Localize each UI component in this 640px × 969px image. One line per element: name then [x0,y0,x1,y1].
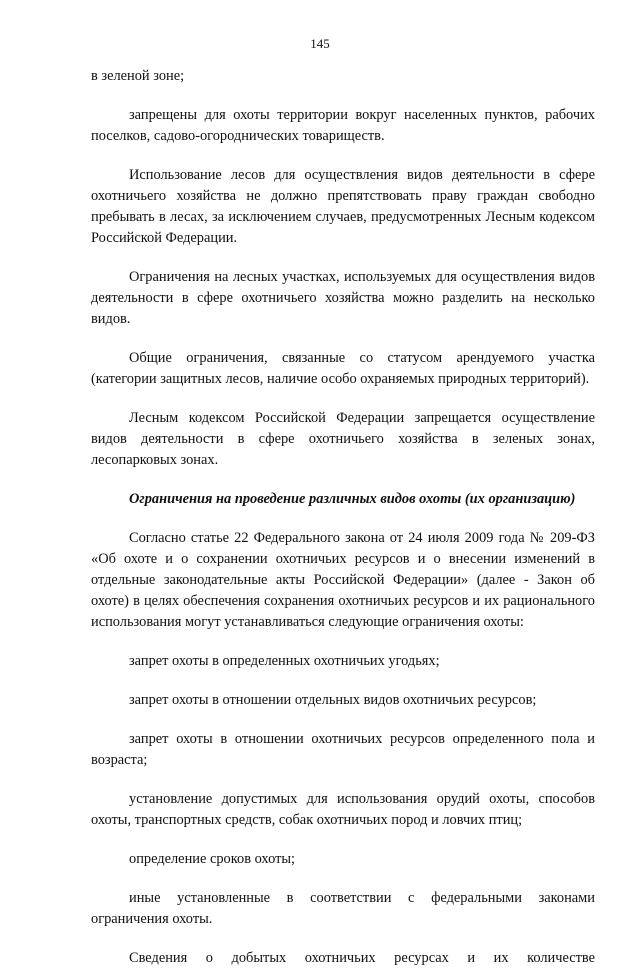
paragraph: в зеленой зоне; [91,68,185,84]
list-item: определение сроков охоты; [129,851,296,867]
document-body [91,66,595,969]
paragraph: Использование лесов для осуществления видов деятельности в сфере охотничьего хозяйства не должно препятствовать праву граждан свободно пребывать в лесах, за исключением случаев, предусмотренных Лесным кодексом Российской Федерации. [91,167,595,246]
paragraph: Лесным кодексом Российской Федерации запрещается осуществление видов деятельности в сфере охотничьего хозяйства в зеленых зонах, лесопарковых зонах. [91,410,595,468]
page-number: 145 [310,36,330,51]
paragraph: Общие ограничения, связанные со статусом арендуемого участка (категории защитных лесов, наличие особо охраняемых природных территорий). [91,350,595,387]
list-item: запрет охоты в определенных охотничьих угодьях; [129,653,440,669]
paragraph: Ограничения на лесных участках, используемых для осуществления видов деятельности в сфере охотничьего хозяйства можно разделить на несколько видов. [91,269,595,327]
list-item: запрет охоты в отношении отдельных видов охотничьих ресурсов; [129,692,537,708]
list-item: запрет охоты в отношении охотничьих ресурсов определенного пола и возраста; [91,731,595,768]
paragraph: Сведения о добытых охотничьих ресурсах и их количестве [129,950,595,966]
paragraph: Согласно статье 22 Федерального закона от 24 июля 2009 года № 209-ФЗ «Об охоте и о сохранении охотничьих ресурсов и о внесении изменений в отдельные законодательные акты Российской Федерации» (далее - Закон об охоте) в целях обеспечения сохранения охотничьих ресурсов и их рационального использования могут устанавливаться следующие ограничения охоты: [91,530,595,630]
section-heading: Ограничения на проведение различных видов охоты (их организацию) [129,491,576,507]
paragraph: запрещены для охоты территории вокруг населенных пунктов, рабочих поселков, садово-огороднических товариществ. [91,107,595,144]
list-item: иные установленные в соответствии с федеральными законами ограничения охоты. [91,890,595,927]
list-item: установление допустимых для использования орудий охоты, способов охоты, транспортных средств, собак охотничьих пород и ловчих птиц; [91,791,595,828]
